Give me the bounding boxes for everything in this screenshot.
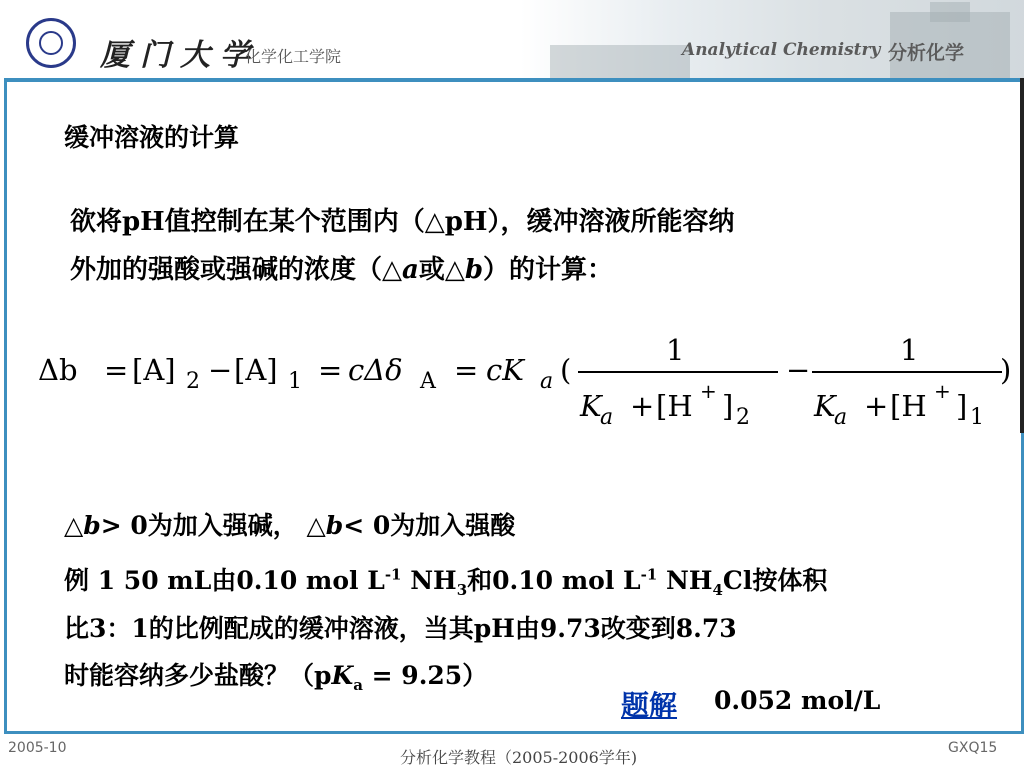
solution-answer: 0.052 mol/L (714, 686, 881, 715)
course-name-english: Analytical Chemistry (682, 40, 881, 60)
denom2-plus: + (864, 389, 889, 423)
left-paren: ( (560, 353, 572, 387)
sub-A: A (420, 369, 436, 394)
denom2-sub-a: a (834, 405, 848, 430)
denom2-sup: + (934, 379, 951, 403)
denom1-close: ] (722, 389, 734, 423)
denom1-K: K (580, 389, 602, 423)
c-delta-delta: cΔδ (348, 353, 403, 387)
cK: cK (486, 353, 524, 387)
university-seal-logo (26, 18, 76, 68)
university-name: 厦门大学 (100, 38, 260, 73)
term-A2: [A] (132, 353, 176, 387)
example-line-2: 比3：1的比例配成的缓冲溶液，当其pH由9.73改变到8.73 (64, 614, 737, 643)
example-line-1: 例 1 50 mL由0.10 mol $L^{-1}$ $NH_3$和0.10 mol $L^{-1}$ $NH_4Cl$按体积 (64, 565, 828, 599)
sub-1: 1 (288, 369, 302, 394)
minus-2: − (786, 353, 811, 387)
term-A1: [A] (234, 353, 278, 387)
sub-2: 2 (186, 369, 200, 394)
denom1-sup: + (700, 379, 717, 403)
denom1-sub-a: a (600, 405, 614, 430)
equals-2: = (318, 353, 343, 387)
slide-header (0, 0, 1024, 78)
footer-course-title: 分析化学教程（2005-2006学年) (400, 748, 638, 767)
sign-condition: △b> 0为加入强碱， △b< 0为加入强酸 (64, 511, 516, 540)
denom1-sub-2: 2 (736, 405, 750, 430)
numerator-2: 1 (900, 333, 919, 367)
denom2-sub-1: 1 (970, 405, 984, 430)
denom2-close: ] (956, 389, 968, 423)
frame-right-accent (1020, 78, 1024, 433)
denom1-plus: + (630, 389, 655, 423)
intro-line-2: 外加的强酸或强碱的浓度（△a或△b）的计算： (70, 255, 614, 285)
frame-top-border (4, 78, 1024, 82)
course-name-chinese: 分析化学 (888, 42, 965, 64)
delta-b: Δb (38, 353, 78, 387)
equals-3: = (454, 353, 479, 387)
intro-line-1: 欲将pH值控制在某个范围内（△pH），缓冲溶液所能容纳 (70, 207, 735, 237)
frame-left-border (4, 78, 7, 733)
equals-1: = (104, 353, 129, 387)
denom2-K: K (814, 389, 836, 423)
solution-link[interactable]: 题解 (621, 689, 678, 722)
example-line-3: 时能容纳多少盐酸？$(pK_a = 9.25)$ (64, 661, 488, 694)
footer-date: 2005-10 (8, 740, 67, 756)
numerator-1: 1 (666, 333, 685, 367)
college-name: 化学化工学院 (245, 47, 342, 66)
section-title: 缓冲溶液的计算 (64, 123, 240, 152)
minus-1: − (208, 353, 233, 387)
sub-a-1: a (540, 369, 554, 394)
buffer-capacity-formula (38, 332, 1020, 434)
denom2-H: [H (890, 389, 927, 423)
footer-slide-code: GXQ15 (948, 740, 998, 756)
right-paren: ) (1000, 353, 1012, 387)
frame-bottom-border (4, 731, 1024, 734)
denom1-H: [H (656, 389, 693, 423)
